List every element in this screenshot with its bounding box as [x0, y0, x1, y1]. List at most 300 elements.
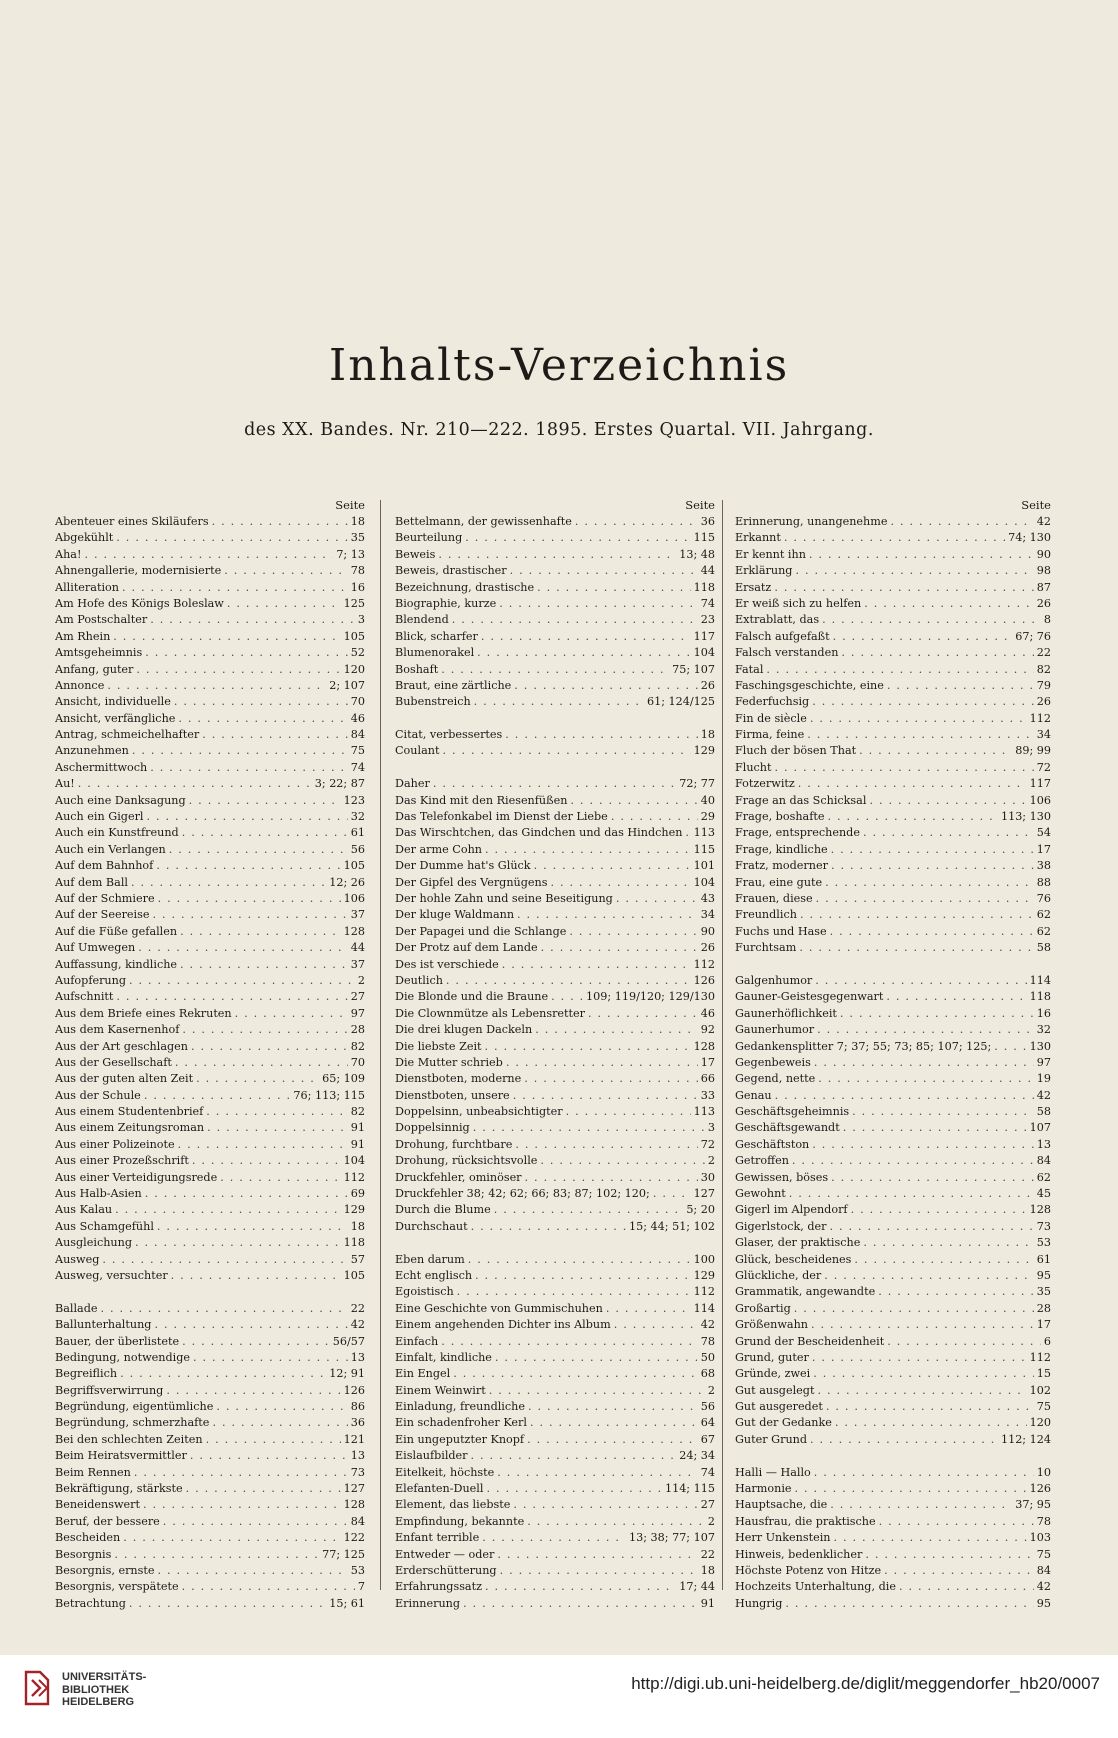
dot-leader: [116, 530, 347, 546]
entry-page: 22: [700, 1547, 715, 1561]
entry-title: Extrablatt, das: [735, 613, 820, 627]
dot-leader: [859, 743, 1012, 759]
index-entry: [55, 1268, 365, 1284]
dot-leader: [145, 1186, 348, 1202]
entry-page: 87: [1036, 580, 1051, 594]
entry-page: 15: [1036, 1367, 1051, 1381]
index-entry: [735, 563, 1051, 579]
dot-leader: [489, 1383, 705, 1399]
entry-title: Die Blonde und die Braune: [395, 990, 549, 1004]
entry-page: 78: [350, 564, 365, 578]
index-entry: [55, 760, 365, 776]
index-entry: [395, 1350, 715, 1366]
entry-title: Aschermittwoch: [55, 760, 148, 774]
entry-title: Geschäftston: [735, 1137, 810, 1151]
index-entry: [395, 793, 715, 809]
entry-title: Auf der Schmiere: [55, 891, 155, 905]
entry-title: Empfindung, bekannte: [395, 1514, 525, 1528]
section-gap: [735, 957, 1051, 973]
dot-leader: [570, 793, 697, 809]
dot-leader: [614, 1317, 698, 1333]
entry-page: 84: [1036, 1564, 1051, 1577]
dot-leader: [506, 1055, 698, 1071]
index-entry: [55, 1186, 365, 1202]
entry-title: Frau, eine gute: [735, 875, 823, 889]
index-entry: [735, 1120, 1051, 1136]
entry-page: 121: [343, 1432, 365, 1446]
entry-page: 128: [693, 1039, 715, 1053]
dot-leader: [212, 514, 348, 530]
entry-page: 42: [1036, 1580, 1051, 1594]
entry-page: 77; 125: [322, 1547, 365, 1561]
dot-leader: [864, 596, 1034, 612]
entry-title: Die drei klugen Dackeln: [395, 1023, 533, 1037]
column-divider: [380, 500, 381, 1590]
entry-title: Federfuchsig: [735, 695, 810, 709]
index-entry: [55, 989, 365, 1005]
dot-leader: [834, 1530, 1027, 1546]
entry-title: Auch ein Gigerl: [55, 810, 144, 824]
entry-page: 24; 34: [679, 1449, 715, 1463]
index-entry: [55, 1399, 365, 1415]
dot-leader: [540, 1153, 704, 1169]
entry-page: 78: [700, 1334, 715, 1348]
entry-page: 97: [1036, 1055, 1051, 1069]
entry-page: 114; 115: [664, 1482, 715, 1496]
index-entry: [55, 1563, 365, 1579]
entry-title: Er kennt ihn: [735, 547, 806, 561]
entry-page: 34: [700, 908, 715, 922]
entry-page: 3: [357, 613, 365, 627]
dot-leader: [869, 793, 1026, 809]
index-entry: [55, 1465, 365, 1481]
dot-leader: [851, 1202, 1027, 1218]
dot-leader: [798, 776, 1027, 792]
entry-page: 112: [693, 957, 715, 971]
entry-page: 15; 44; 51; 102: [628, 1219, 715, 1233]
dot-leader: [134, 1465, 348, 1481]
entry-title: Druckfehler, ominöser: [395, 1170, 522, 1184]
entry-page: 84: [350, 1514, 365, 1528]
entry-page: 57: [350, 1252, 365, 1266]
entry-page: 62: [1036, 924, 1051, 938]
entry-title: Einem angehenden Dichter ins Album: [395, 1318, 611, 1332]
index-entry: [735, 1579, 1051, 1595]
entry-page: 28: [1036, 1301, 1051, 1315]
dot-leader: [120, 1366, 326, 1382]
entry-title: Entweder — oder: [395, 1547, 495, 1561]
footer-bar: [0, 1655, 1118, 1738]
dot-leader: [795, 1481, 1027, 1497]
entry-page: 37: [350, 957, 365, 971]
index-entry: [395, 1563, 715, 1579]
index-entry: [55, 1055, 365, 1071]
dot-leader: [840, 1006, 1034, 1022]
entry-page: 26: [1036, 695, 1051, 709]
index-entry: [735, 547, 1051, 563]
index-entry: [395, 1383, 715, 1399]
dot-leader: [129, 973, 355, 989]
entry-page: 12; 26: [329, 875, 365, 889]
dot-leader: [115, 1202, 341, 1218]
entry-page: 126: [693, 973, 715, 987]
index-entry: [55, 1448, 365, 1464]
dot-leader: [158, 891, 341, 907]
entry-title: Gut ausgeredet: [735, 1400, 823, 1414]
entry-title: Aufopferung: [55, 973, 127, 987]
entry-page: 33: [700, 1088, 715, 1102]
entry-page: 18: [350, 1219, 365, 1233]
dot-leader: [794, 1301, 1034, 1317]
index-entry: [395, 1334, 715, 1350]
dot-leader: [813, 1366, 1033, 1382]
index-entry: [735, 940, 1051, 956]
entry-page: 13: [350, 1449, 365, 1463]
entry-title: Aus der Gesellschaft: [55, 1055, 172, 1069]
dot-leader: [789, 1186, 1034, 1202]
entry-page: 98: [1036, 564, 1051, 578]
dot-leader: [481, 629, 691, 645]
index-entry: [735, 1022, 1051, 1038]
dot-leader: [224, 563, 348, 579]
index-entry: [55, 809, 365, 825]
entry-title: Bubenstreich: [395, 695, 471, 709]
page-title: Inhalts-Verzeichnis: [328, 340, 790, 391]
dot-leader: [145, 645, 348, 661]
entry-page: 58: [1036, 941, 1051, 955]
index-entry: [395, 1366, 715, 1382]
index-entry: [395, 629, 715, 645]
entry-title: Beweis: [395, 547, 436, 561]
entry-page: 35: [1036, 1285, 1051, 1299]
index-entry: [735, 1088, 1051, 1104]
dot-leader: [123, 1530, 340, 1546]
index-entry: [735, 842, 1051, 858]
entry-title: Aus Kalau: [55, 1203, 113, 1217]
index-entry: [395, 1579, 715, 1595]
seite-label: Seite: [335, 498, 365, 512]
entry-page: 52: [350, 646, 365, 660]
entry-title: Guter Grund: [735, 1432, 808, 1446]
index-entry: [735, 629, 1051, 645]
entry-title: Aus Schamgefühl: [55, 1219, 154, 1233]
dot-leader: [541, 940, 698, 956]
index-entry: [395, 645, 715, 661]
entry-title: Abenteuer eines Skiläufers: [55, 515, 209, 528]
entry-page: 129: [693, 744, 715, 758]
entry-page: 74; 130: [1008, 531, 1051, 545]
dot-leader: [815, 973, 1026, 989]
entry-page: 90: [700, 924, 715, 938]
entry-title: Bekräftigung, stärkste: [55, 1482, 183, 1496]
entry-title: Aus der Art geschlagen: [55, 1039, 188, 1053]
dot-leader: [84, 547, 333, 563]
entry-page: 18: [700, 728, 715, 742]
dot-leader: [817, 1383, 1026, 1399]
entry-page: 129: [343, 1203, 365, 1217]
entry-title: Frauen, diese: [735, 891, 813, 905]
index-entry: [55, 1415, 365, 1431]
dot-leader: [189, 793, 341, 809]
entry-page: 97: [350, 1006, 365, 1020]
entry-page: 91: [350, 1137, 365, 1151]
entry-title: Durchschaut: [395, 1219, 468, 1233]
dot-leader: [551, 989, 583, 1005]
dot-leader: [178, 711, 347, 727]
entry-page: 36: [700, 515, 715, 528]
dot-leader: [495, 1350, 698, 1366]
index-entry: [55, 1530, 365, 1546]
entry-title: Die Clownmütze als Lebensretter: [395, 1006, 586, 1020]
dot-leader: [887, 1334, 1041, 1350]
entry-page: 89; 99: [1015, 744, 1051, 758]
entry-page: 2: [707, 1154, 715, 1168]
entry-page: 113: [693, 826, 715, 840]
entry-title: Hungrig: [735, 1596, 783, 1610]
index-entry: [55, 1120, 365, 1136]
entry-page: 67; 76: [1015, 629, 1051, 643]
entry-page: 54: [1036, 826, 1051, 840]
entry-title: Grammatik, angewandte: [735, 1285, 876, 1299]
entry-page: 115: [693, 842, 715, 856]
dot-leader: [826, 1399, 1034, 1415]
index-entry: [735, 1497, 1051, 1513]
entry-title: Echt englisch: [395, 1268, 473, 1282]
index-entry: [55, 875, 365, 891]
dot-leader: [566, 1104, 691, 1120]
entry-title: Eislaufbilder: [395, 1449, 468, 1463]
index-entry: [395, 842, 715, 858]
entry-title: Freundlich: [735, 908, 797, 922]
index-entry: [735, 678, 1051, 694]
dot-leader: [202, 727, 348, 743]
entry-title: Egoistisch: [395, 1285, 454, 1299]
dot-leader: [517, 907, 698, 923]
index-entry: [55, 1219, 365, 1235]
dot-leader: [825, 875, 1034, 891]
index-entry: [735, 1071, 1051, 1087]
entry-title: Getroffen: [735, 1154, 789, 1168]
entry-title: Größenwahn: [735, 1318, 808, 1332]
entry-page: 109; 119/120; 129/130: [586, 990, 715, 1004]
entry-page: 16: [1036, 1006, 1051, 1020]
entry-page: 95: [1036, 1596, 1051, 1610]
dot-leader: [814, 1465, 1034, 1481]
dot-leader: [785, 1596, 1033, 1612]
index-entry: [55, 1497, 365, 1513]
entry-title: Der Gipfel des Vergnügens: [395, 875, 548, 889]
entry-title: Glückliche, der: [735, 1268, 822, 1282]
library-name-line: HEIDELBERG: [62, 1696, 135, 1708]
entry-title: Aus der Schule: [55, 1088, 141, 1102]
dot-leader: [207, 1120, 348, 1136]
dot-leader: [482, 1530, 626, 1546]
dot-leader: [144, 1088, 291, 1104]
entry-page: 56/57: [332, 1334, 365, 1348]
library-name-line: BIBLIOTHEK: [62, 1683, 130, 1696]
index-entry: [55, 711, 365, 727]
dot-leader: [841, 645, 1033, 661]
index-entry: [395, 1186, 715, 1202]
entry-title: Dienstboten, moderne: [395, 1072, 522, 1086]
index-entry: [395, 1055, 715, 1071]
entry-title: Grund der Bescheidenheit: [735, 1334, 885, 1348]
entry-title: Auch eine Danksagung: [55, 793, 186, 807]
index-entry: [395, 596, 715, 612]
dot-leader: [446, 973, 691, 989]
dot-leader: [810, 711, 1027, 727]
dot-leader: [457, 1284, 691, 1300]
dot-leader: [227, 596, 341, 612]
entry-page: 91: [700, 1596, 715, 1610]
entry-title: Bettelmann, der gewissenhafte: [395, 515, 572, 528]
index-entry: [735, 1006, 1051, 1022]
entry-title: Am Rhein: [55, 629, 111, 643]
index-entry: [735, 1284, 1051, 1300]
index-entry: [55, 1039, 365, 1055]
entry-page: 75: [350, 744, 365, 758]
entry-title: Blick, scharfer: [395, 629, 478, 643]
entry-page: 66: [700, 1072, 715, 1086]
index-entry: [55, 662, 365, 678]
entry-title: Das Telefonkabel im Dienst der Liebe: [395, 810, 608, 824]
index-entry: [55, 957, 365, 973]
entry-title: Erinnerung: [395, 1596, 461, 1610]
index-entry: [55, 1104, 365, 1120]
dot-leader: [192, 1153, 341, 1169]
entry-page: 22: [350, 1301, 365, 1315]
dot-leader: [156, 858, 340, 874]
dot-leader: [471, 1448, 677, 1464]
entry-title: Erklärung: [735, 564, 793, 578]
dot-leader: [616, 891, 698, 907]
entry-page: 84: [1036, 1154, 1051, 1168]
index-entry: [395, 1284, 715, 1300]
dot-leader: [180, 957, 348, 973]
entry-title: Auf der Seereise: [55, 908, 150, 922]
dot-leader: [817, 1022, 1034, 1038]
entry-title: Hochzeits Unterhaltung, die: [735, 1580, 896, 1594]
index-entry: [395, 1547, 715, 1563]
entry-title: Gut der Gedanke: [735, 1416, 832, 1430]
entry-page: 56: [350, 842, 365, 856]
index-entry: [735, 1235, 1051, 1251]
index-entry: [55, 645, 365, 661]
source-url[interactable]: http://digi.ub.uni-heidelberg.de/diglit/meggendorfer_hb20/0007: [631, 1674, 1100, 1693]
entry-title: Ersatz: [735, 580, 772, 594]
entry-page: 112: [693, 1285, 715, 1299]
index-entry: [55, 1514, 365, 1530]
section-gap: [395, 760, 715, 776]
entry-page: 130: [1029, 1039, 1051, 1053]
dot-leader: [810, 1432, 998, 1448]
entry-page: 34: [1036, 728, 1051, 742]
entry-page: 73: [350, 1465, 365, 1479]
index-entry: [395, 1120, 715, 1136]
entry-title: Herr Unkenstein: [735, 1531, 831, 1545]
entry-page: 27: [350, 990, 365, 1004]
entry-page: 95: [1036, 1268, 1051, 1282]
dot-leader: [122, 580, 348, 596]
dot-leader: [528, 1399, 698, 1415]
entry-title: Der kluge Waldmann: [395, 908, 515, 922]
dot-leader: [182, 1334, 330, 1350]
index-entry: [735, 891, 1051, 907]
dot-leader: [831, 858, 1034, 874]
entry-title: Besorgnis, verspätete: [55, 1580, 179, 1594]
index-entry: [55, 973, 365, 989]
index-entry: [395, 1301, 715, 1317]
index-entry: [735, 1039, 1051, 1055]
entry-page: 123: [343, 793, 365, 807]
entry-page: 42: [1036, 515, 1051, 528]
index-entry: [735, 1252, 1051, 1268]
dot-leader: [475, 1268, 691, 1284]
entry-title: Citat, verbessertes: [395, 728, 503, 742]
entry-title: Er weiß sich zu helfen: [735, 596, 862, 610]
index-entry: [735, 907, 1051, 923]
entry-page: 106: [343, 891, 365, 905]
index-entry: [735, 1170, 1051, 1186]
entry-title: Aus dem Kasernenhof: [55, 1023, 180, 1037]
index-entry: [395, 1481, 715, 1497]
entry-title: Ansicht, verfängliche: [55, 711, 176, 725]
dot-leader: [994, 1039, 1026, 1055]
entry-page: 74: [700, 1465, 715, 1479]
dot-leader: [102, 1252, 347, 1268]
dot-leader: [147, 809, 348, 825]
dot-leader: [175, 1055, 348, 1071]
dot-leader: [441, 1334, 698, 1350]
index-entry: [735, 793, 1051, 809]
dot-leader: [474, 694, 644, 710]
entry-title: Besorgnis: [55, 1547, 112, 1561]
entry-title: Auf dem Bahnhof: [55, 859, 154, 873]
dot-leader: [812, 1137, 1033, 1153]
entry-title: Einfach: [395, 1334, 439, 1348]
entry-page: 112: [1029, 711, 1051, 725]
entry-page: 53: [350, 1564, 365, 1577]
dot-leader: [792, 1153, 1034, 1169]
entry-title: Ausweg, versuchter: [55, 1268, 168, 1282]
dot-leader: [884, 1563, 1034, 1579]
dot-leader: [879, 1514, 1034, 1530]
dot-leader: [527, 1432, 698, 1448]
dot-leader: [811, 1317, 1034, 1333]
entry-title: Auffassung, kindliche: [55, 957, 178, 971]
index-entry: [55, 1170, 365, 1186]
entry-title: Bescheiden: [55, 1531, 121, 1545]
dot-leader: [812, 1350, 1027, 1366]
entry-title: Aus der guten alten Zeit: [55, 1072, 194, 1086]
entry-page: 70: [350, 1055, 365, 1069]
dot-leader: [212, 1415, 347, 1431]
dot-leader: [854, 1252, 1033, 1268]
dot-leader: [833, 629, 1013, 645]
entry-page: 3; 22; 87: [314, 777, 365, 791]
entry-title: Furchtsam: [735, 941, 797, 955]
entry-title: Gegenbeweis: [735, 1055, 811, 1069]
index-entry: [735, 760, 1051, 776]
entry-page: 75: [1036, 1400, 1051, 1414]
entry-page: 5; 20: [686, 1203, 715, 1217]
index-entry: [55, 1366, 365, 1382]
entry-page: 27: [700, 1498, 715, 1512]
entry-title: Der hohle Zahn und seine Beseitigung: [395, 891, 613, 905]
entry-page: 127: [693, 1187, 715, 1201]
index-entry: [55, 1301, 365, 1317]
library-name-line: UNIVERSITÄTS-: [62, 1671, 147, 1683]
